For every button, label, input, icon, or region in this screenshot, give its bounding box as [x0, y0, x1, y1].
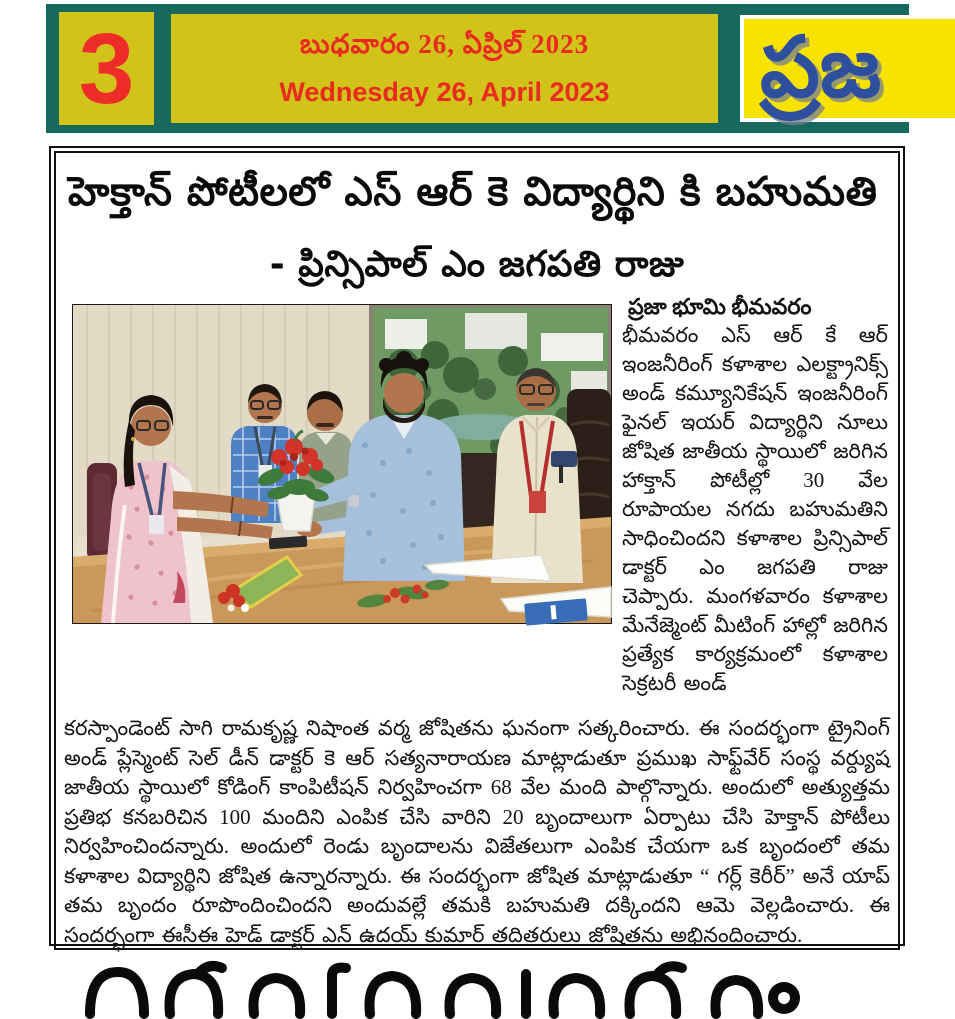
- article-frame-inner: [54, 151, 900, 950]
- newspaper-logo-box: [740, 15, 955, 122]
- cutoff-glyphs: [70, 954, 830, 1014]
- article-subheadline: - ప్రిన్సిపాల్ ఎం జగపతి రాజు: [269, 244, 685, 285]
- newspaper-page: [46, 0, 909, 947]
- page-number: 3: [78, 12, 135, 125]
- newspaper-logo-text: ప్రజ: [760, 21, 882, 115]
- date-english: Wednesday 26, April 2023: [279, 76, 610, 107]
- article-photo: [72, 304, 612, 624]
- article-headline: హెక్తాన్ పోటీలలో ఎస్ ఆర్ కె విద్యార్థిని కి బహుమతి: [68, 169, 878, 215]
- article-dateline: ప్రజా భూమి భీమవరం: [628, 294, 812, 320]
- masthead-band: [46, 4, 909, 133]
- page-number-box: [59, 12, 154, 125]
- article-content-row: [56, 292, 898, 698]
- article-column-text: భీమవరం ఎస్ ఆర్ కే ఆర్ ఇంజనీరింగ్ కళాశాల ఎలక్ట్రానిక్స్ అండ్ కమ్యూనికేషన్ ఇంజనీరింగ్ ఫైనల్ ఇయర్ విద్యార్థిని నూలు జోషిత జాతీయ స్థాయిలో జరిగిన హాక్తాన్ పోటీల్లో 30 వేల రూపాయల నగదు బహుమతిని సాధించిందని కళాశాల ప్రిన్సిపాల్ డాక్టర్ ఎం జగపతి రాజు చెప్పారు. మంగళవారం కళాశాల మేనేజ్మెంట్ మీటింగ్ హాల్లో జరిగిన ప్రత్యేక కార్యక్రమంలో కళాశాల సెక్రటరీ అండ్: [622, 323, 888, 696]
- cutoff-headline-fragment: [56, 954, 898, 980]
- article-right-column: [612, 292, 892, 698]
- article-frame: [49, 146, 905, 946]
- article-body-text: కరస్పాండెంట్ సాగి రామకృష్ణ నిషాంత వర్మ జోషితను ఘనంగా సత్కరించారు. ఈ సందర్భంగా ట్రైనింగ్ అండ్ ప్లేస్మెంట్ సెల్ డీన్ డాక్టర్ కె ఆర్ సత్యనారాయణ మాట్లాడుతూ ప్రముఖ సాఫ్ట్‌వేర్ సంస్థ వర్ద్యుష జాతీయ స్థాయిలో కోడింగ్ కాంపిటీషన్ నిర్వహించగా 68 వేల మంది పాల్గొన్నారు. అందులో అత్యుత్తమ ప్రతిభ కనబరిచిన 100 మందిని ఎంపిక చేసి వారిని 20 బృందాలుగా ఏర్పాటు చేసి హెక్తాన్ పోటీలు నిర్వహించిందన్నారు. అందులో రెండు బృందాలను విజేతలుగా ఎంపిక చేయగా ఒక బృందంలో తమ కళాశాల విద్యార్థిని జోషిత ఉన్నారన్నారు. ఈ సందర్భంగా జోషిత మాట్లాడుతూ “ గర్ల్ కెరీర్” అనే యాప్ తమ బృందం రూపొందించిందని అందువల్లే తమకి బహుమతి దక్కిందని ఆమె వెల్లడించారు. ఈ సందర్భంగా ఈసీఈ హెడ్ డాక్టర్ ఎన్ ఉదయ్ కుమార్ తదితరులు జోషితను అభినందించారు.: [64, 716, 890, 947]
- date-telugu: బుధవారం 26, ఏప్రిల్ 2023: [299, 29, 590, 60]
- date-banner: [171, 14, 718, 123]
- article-photo-graphic: [73, 305, 611, 623]
